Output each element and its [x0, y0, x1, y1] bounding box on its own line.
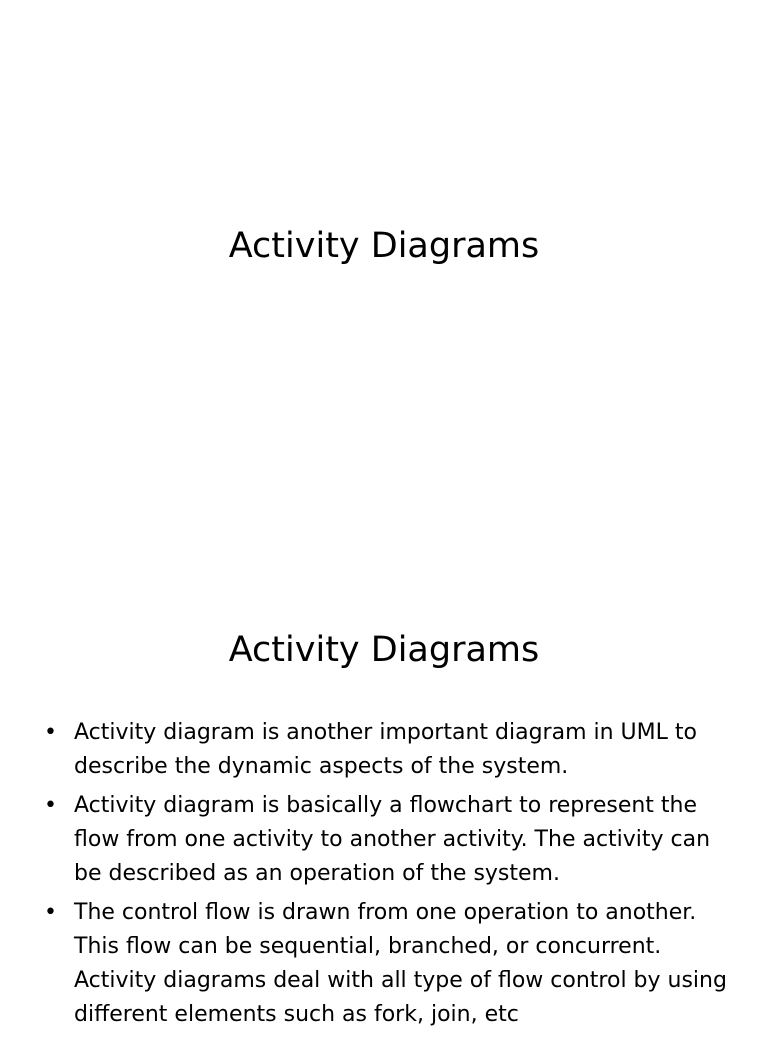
bullet-text: Activity diagram is another important diagram in UML to describe the dynamic aspects of the system. — [74, 720, 697, 779]
bullet-icon: • — [44, 720, 57, 745]
bullet-item — [44, 789, 734, 891]
slide-title: Activity Diagrams — [228, 630, 540, 670]
bullet-item — [44, 716, 734, 784]
title-slide — [0, 0, 768, 512]
bullet-text: The control flow is drawn from one operation to another. This flow can be sequential, branched, or concurrent. Activity diagrams deal with all type of flow control by using different elements such as fork, join, etc — [74, 900, 727, 1027]
bullet-icon: • — [44, 900, 57, 925]
slide-title: Activity Diagrams — [228, 226, 540, 266]
content-slide — [0, 576, 768, 1027]
bullet-list — [44, 716, 734, 1037]
bullet-text: Activity diagram is basically a flowchart to represent the flow from one activity to another activity. The activity can be described as an operation of the system. — [74, 793, 711, 886]
bullet-icon: • — [44, 793, 57, 818]
bullet-item — [44, 896, 734, 1032]
